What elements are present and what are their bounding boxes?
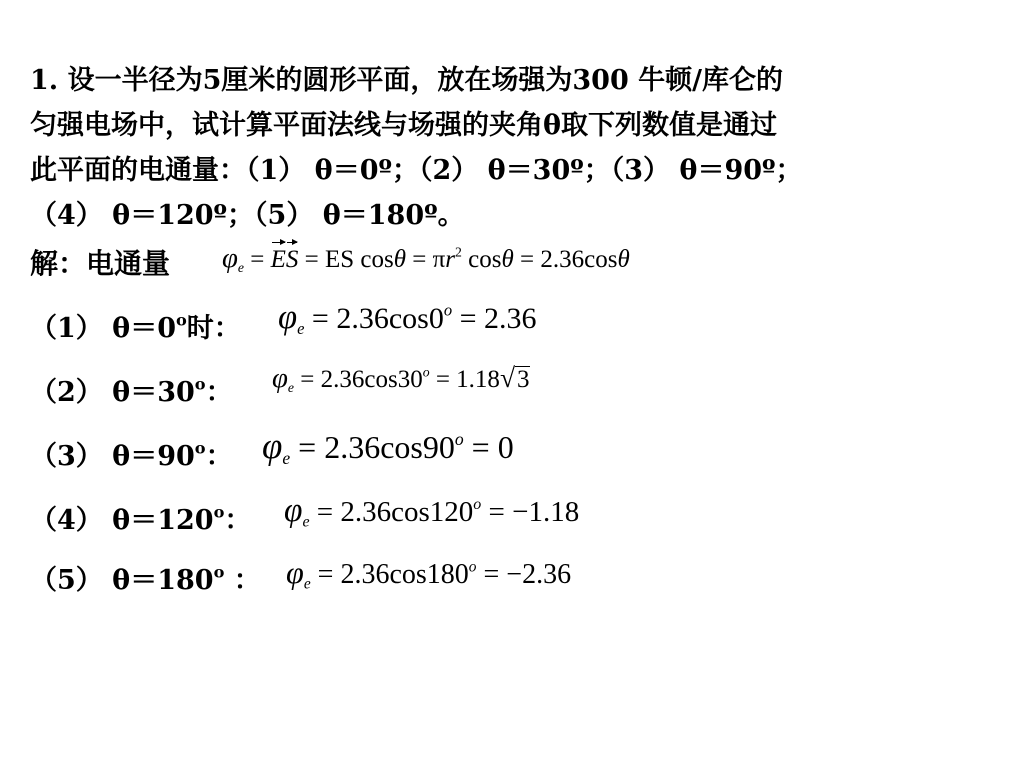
case-formula-5: $\varphi_e = 2.36\cos 180^o = -2.36$	[286, 554, 572, 593]
case-label-3: （3） $\theta=90^o$：	[30, 438, 233, 472]
general-formula: $\varphi_e$ = ES = ES $\cos\theta = \pi r^2$ cosθ = 2.36cosθ	[222, 242, 630, 275]
case-label-5: （5） $\theta=180^o$ ：	[30, 562, 261, 596]
sqrt-icon: √	[499, 362, 516, 393]
case-label-2: （2） $\theta=30^o$：	[30, 374, 233, 408]
case-formula-1: $\varphi_e = 2.36\cos 0^o = 2.36$	[278, 298, 537, 338]
case-label-4: （4） $\theta=120^o$：	[30, 502, 252, 536]
problem-line-3: 此平面的电通量：（1） θ＝0º；（2） θ＝30º；（3） θ＝90º；	[30, 155, 803, 186]
problem-line-2: 匀强电场中，试计算平面法线与场强的夹角θ取下列数值是通过	[30, 110, 778, 141]
problem-statement	[30, 58, 990, 238]
case-formula-2: $\varphi_e = 2.36\cos 30^o = 1.18√3$	[272, 362, 530, 395]
solution-label: 解：电通量	[30, 247, 171, 280]
case-formula-4: $\varphi_e = 2.36\cos 120^o = -1.18$	[284, 492, 580, 531]
case-label-1: （1） $\theta=0^o$时：	[30, 310, 241, 344]
problem-line-1: 1. 设一半径为5厘米的圆形平面，放在场强为300 牛顿/库仑的	[30, 65, 783, 96]
case-formula-3: $\varphi_e = 2.36\cos 90^o = 0$	[262, 425, 514, 469]
problem-line-4: （4） θ＝120º；（5） θ＝180º。	[30, 200, 465, 231]
